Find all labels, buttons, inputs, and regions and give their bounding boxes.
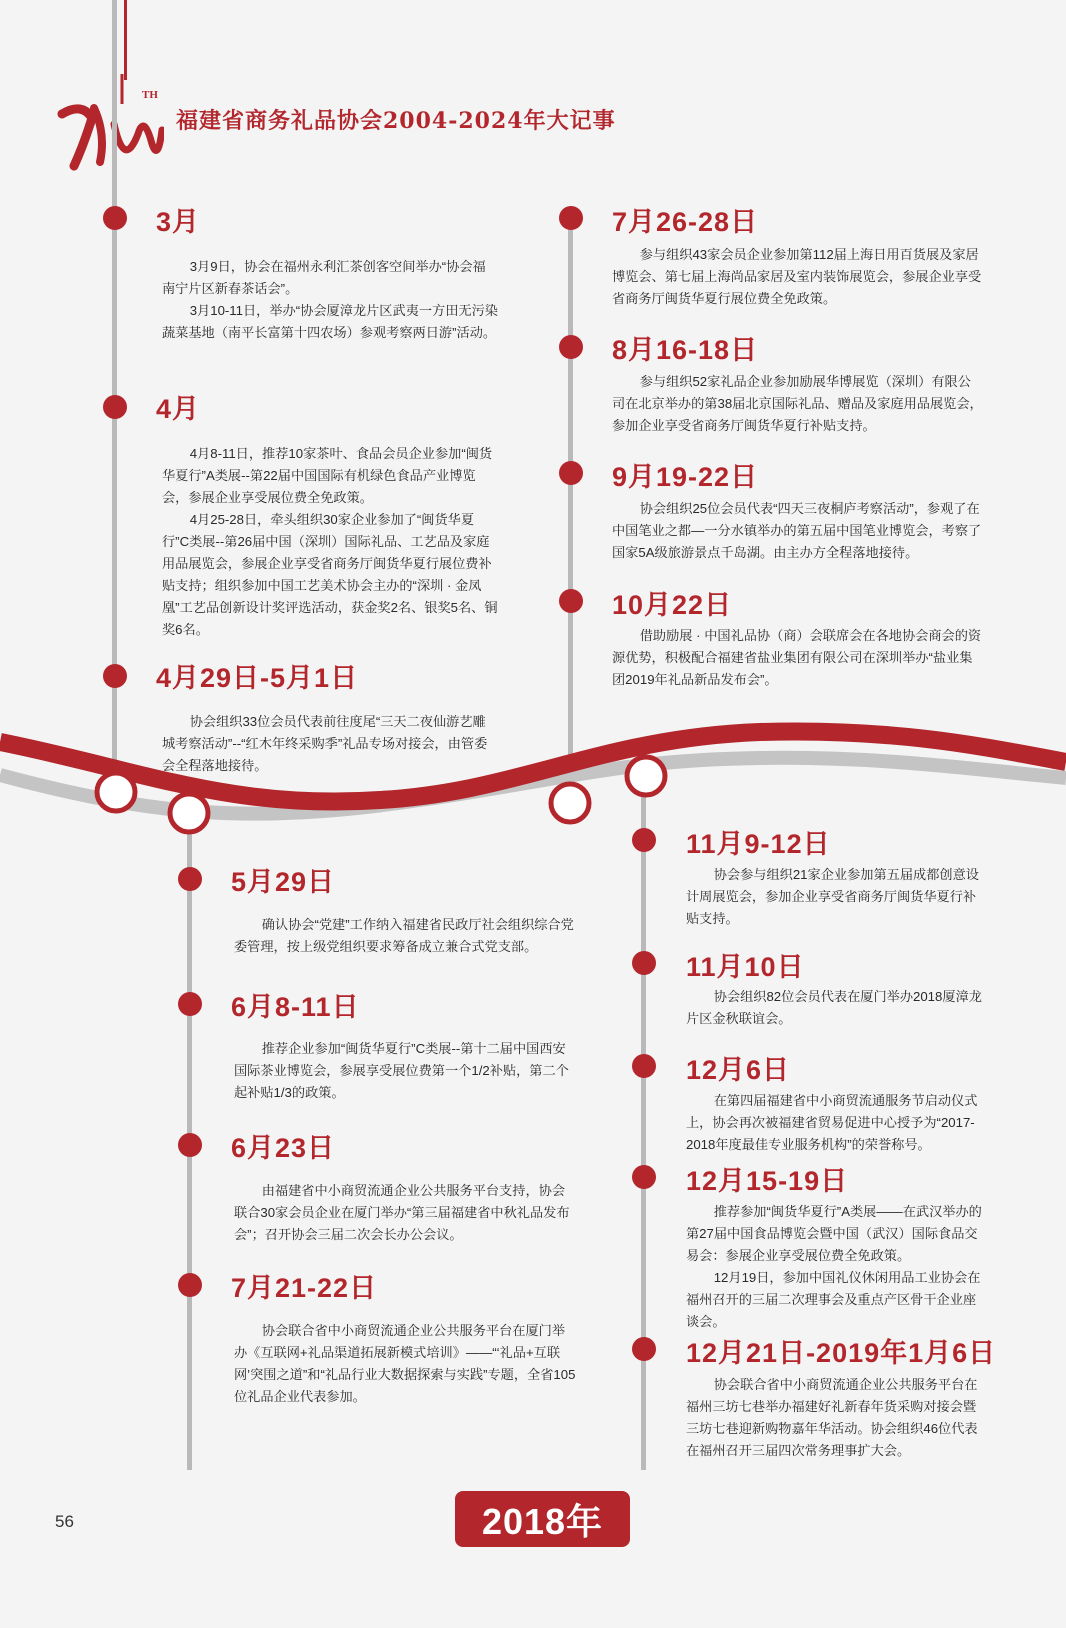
timeline-dot (103, 395, 127, 419)
timeline-dot (559, 335, 583, 359)
timeline-dot (178, 1273, 202, 1297)
wave-node (170, 794, 208, 832)
event-description: 协会组织25位会员代表“四天三夜桐庐考察活动”，参观了在中国笔业之都—一分水镇举办的第五届中国笔业博览会，考察了国家5A级旅游景点千岛湖。由主办方全程落地接待。 (612, 501, 982, 560)
wave-node (627, 757, 665, 795)
event-description: 在第四届福建省中小商贸流通服务节启动仪式上，协会再次被福建省贸易促进中心授予为“2017-2018年度最佳专业服务机构”的荣誉称号。 (686, 1093, 978, 1152)
event-description: 由福建省中小商贸流通企业公共服务平台支持，协会联合30家会员企业在厦门举办“第三届福建省中秋礼品发布会”；召开协会三届二次会长办公会议。 (234, 1183, 570, 1242)
event-date: 6月23日 (231, 1133, 336, 1163)
event-date: 11月9-12日 (686, 829, 831, 859)
timeline-line-right-top (568, 220, 573, 780)
timeline-dot (559, 589, 583, 613)
timeline-dot (632, 1054, 656, 1078)
event-date: 6月8-11日 (231, 992, 360, 1022)
timeline-dot (103, 664, 127, 688)
event-date: 12月21日-2019年1月6日 (686, 1338, 997, 1368)
timeline-line-left-top (112, 0, 117, 765)
timeline-line-right-bottom (641, 780, 646, 1470)
event-description: 4月8-11日，推荐10家茶叶、食品会员企业参加“闽货华夏行”A类展--第22届中国国际有机绿色食品产业博览会，参展企业享受展位费全免政策。 4月25-28日，牵头组织30家企业参加了“闽货华夏行”C类展--第26届中国（深圳）国际礼品、工艺品及家庭用品展览会，参展企业享受省商务厅闽货华夏行展位费补贴支持；组织参加中国工艺美术协会主办的“深圳 · 金凤凰”工艺品创新设计奖评选活动，获金奖2名、银奖5名、铜奖6名。 (162, 446, 498, 637)
page-number: 56 (55, 1512, 74, 1531)
event-description: 3月9日，协会在福州永利汇茶创客空间举办“协会福南宁片区新春茶话会”。 3月10-11日，举办“协会厦漳龙片区武夷一方田无污染蔬菜基地（南平长富第十四农场）参观考察两日游”活动。 (162, 259, 498, 340)
event-description: 参与组织43家会员企业参加第112届上海日用百货展及家居博览会、第七届上海尚品家居及室内装饰展览会，参展企业享受省商务厅闽货华夏行展位费全免政策。 (612, 247, 982, 306)
timeline-dot (178, 867, 202, 891)
event-date: 8月16-18日 (612, 335, 759, 365)
event-date: 4月29日-5月1日 (156, 663, 359, 693)
wave-ribbon (0, 720, 1066, 860)
svg-text:TH: TH (142, 89, 158, 101)
event-description: 参与组织52家礼品企业参加励展华博展览（深圳）有限公司在北京举办的第38届北京国际礼品、赠品及家庭用品展览会，参加企业享受省商务厅闽货华夏行补贴支持。 (612, 374, 983, 433)
event-description: 协会组织82位会员代表在厦门举办2018厦漳龙片区金秋联谊会。 (686, 989, 982, 1026)
event-description: 借助励展 · 中国礼品协（商）会联席会在各地协会商会的资源优势，积极配合福建省盐业集团有限公司在深圳举办“盐业集团2019年礼品新品发布会”。 (612, 628, 982, 687)
event-description: 协会联合省中小商贸流通企业公共服务平台在福州三坊七巷举办福建好礼新春年货采购对接会暨三坊七巷迎新购物嘉年华活动。协会组织46位代表在福州召开三届四次常务理事扩大会。 (686, 1377, 978, 1458)
hanging-thread (124, 0, 127, 80)
event-date: 5月29日 (231, 867, 336, 897)
timeline-dot (559, 206, 583, 230)
event-description: 推荐企业参加“闽货华夏行”C类展--第十二届中国西安国际茶业博览会，参展享受展位费第一个1/2补贴，第二个起补贴1/3的政策。 (234, 1041, 569, 1100)
event-description: 协会联合省中小商贸流通企业公共服务平台在厦门举办《互联网+礼品渠道拓展新模式培训》——“‘礼品+互联网’突围之道”和“礼品行业大数据探索与实践”专题，全省105位礼品企业代表参加。 (234, 1323, 576, 1404)
timeline-dot (103, 206, 127, 230)
event-description: 推荐参加“闽货华夏行”A类展——在武汉举办的第27届中国食品博览会暨中国（武汉）国际食品交易会：参展企业享受展位费全免政策。 12月19日，参加中国礼仪休闲用品工业协会在福州召开的三届二次理事会及重点产区骨干企业座谈会。 (686, 1204, 982, 1329)
timeline-dot (178, 992, 202, 1016)
event-description: 协会组织33位会员代表前往度尾“三天二夜仙游艺雕城考察活动”--“红木年终采购季”礼品专场对接会，由管委会全程落地接待。 (162, 714, 488, 773)
event-description: 协会参与组织21家企业参加第五届成都创意设计周展览会，参加企业享受省商务厅闽货华夏行补贴支持。 (686, 867, 979, 926)
event-description: 确认协会“党建”工作纳入福建省民政厅社会组织综合党委管理，按上级党组织要求筹备成立兼合式党支部。 (234, 917, 574, 954)
event-date: 10月22日 (612, 590, 733, 620)
event-date: 11月10日 (686, 952, 805, 982)
year-badge: 2018年 (455, 1491, 630, 1547)
timeline-dot (632, 1337, 656, 1361)
event-date: 4月 (156, 394, 201, 424)
timeline-dot (559, 461, 583, 485)
timeline-dot (632, 1165, 656, 1189)
event-date: 3月 (156, 207, 201, 237)
wave-node (97, 773, 135, 811)
timeline-dot (632, 951, 656, 975)
timeline-dot (632, 828, 656, 852)
page-title: 福建省商务礼品协会2004-2024年大记事 (176, 108, 616, 134)
event-date: 12月6日 (686, 1055, 791, 1085)
timeline-dot (178, 1133, 202, 1157)
event-date: 7月26-28日 (612, 207, 759, 237)
wave-node (551, 784, 589, 822)
anniversary-logo (54, 74, 164, 172)
event-date: 12月15-19日 (686, 1166, 849, 1196)
event-date: 9月19-22日 (612, 462, 759, 492)
event-date: 7月21-22日 (231, 1273, 378, 1303)
